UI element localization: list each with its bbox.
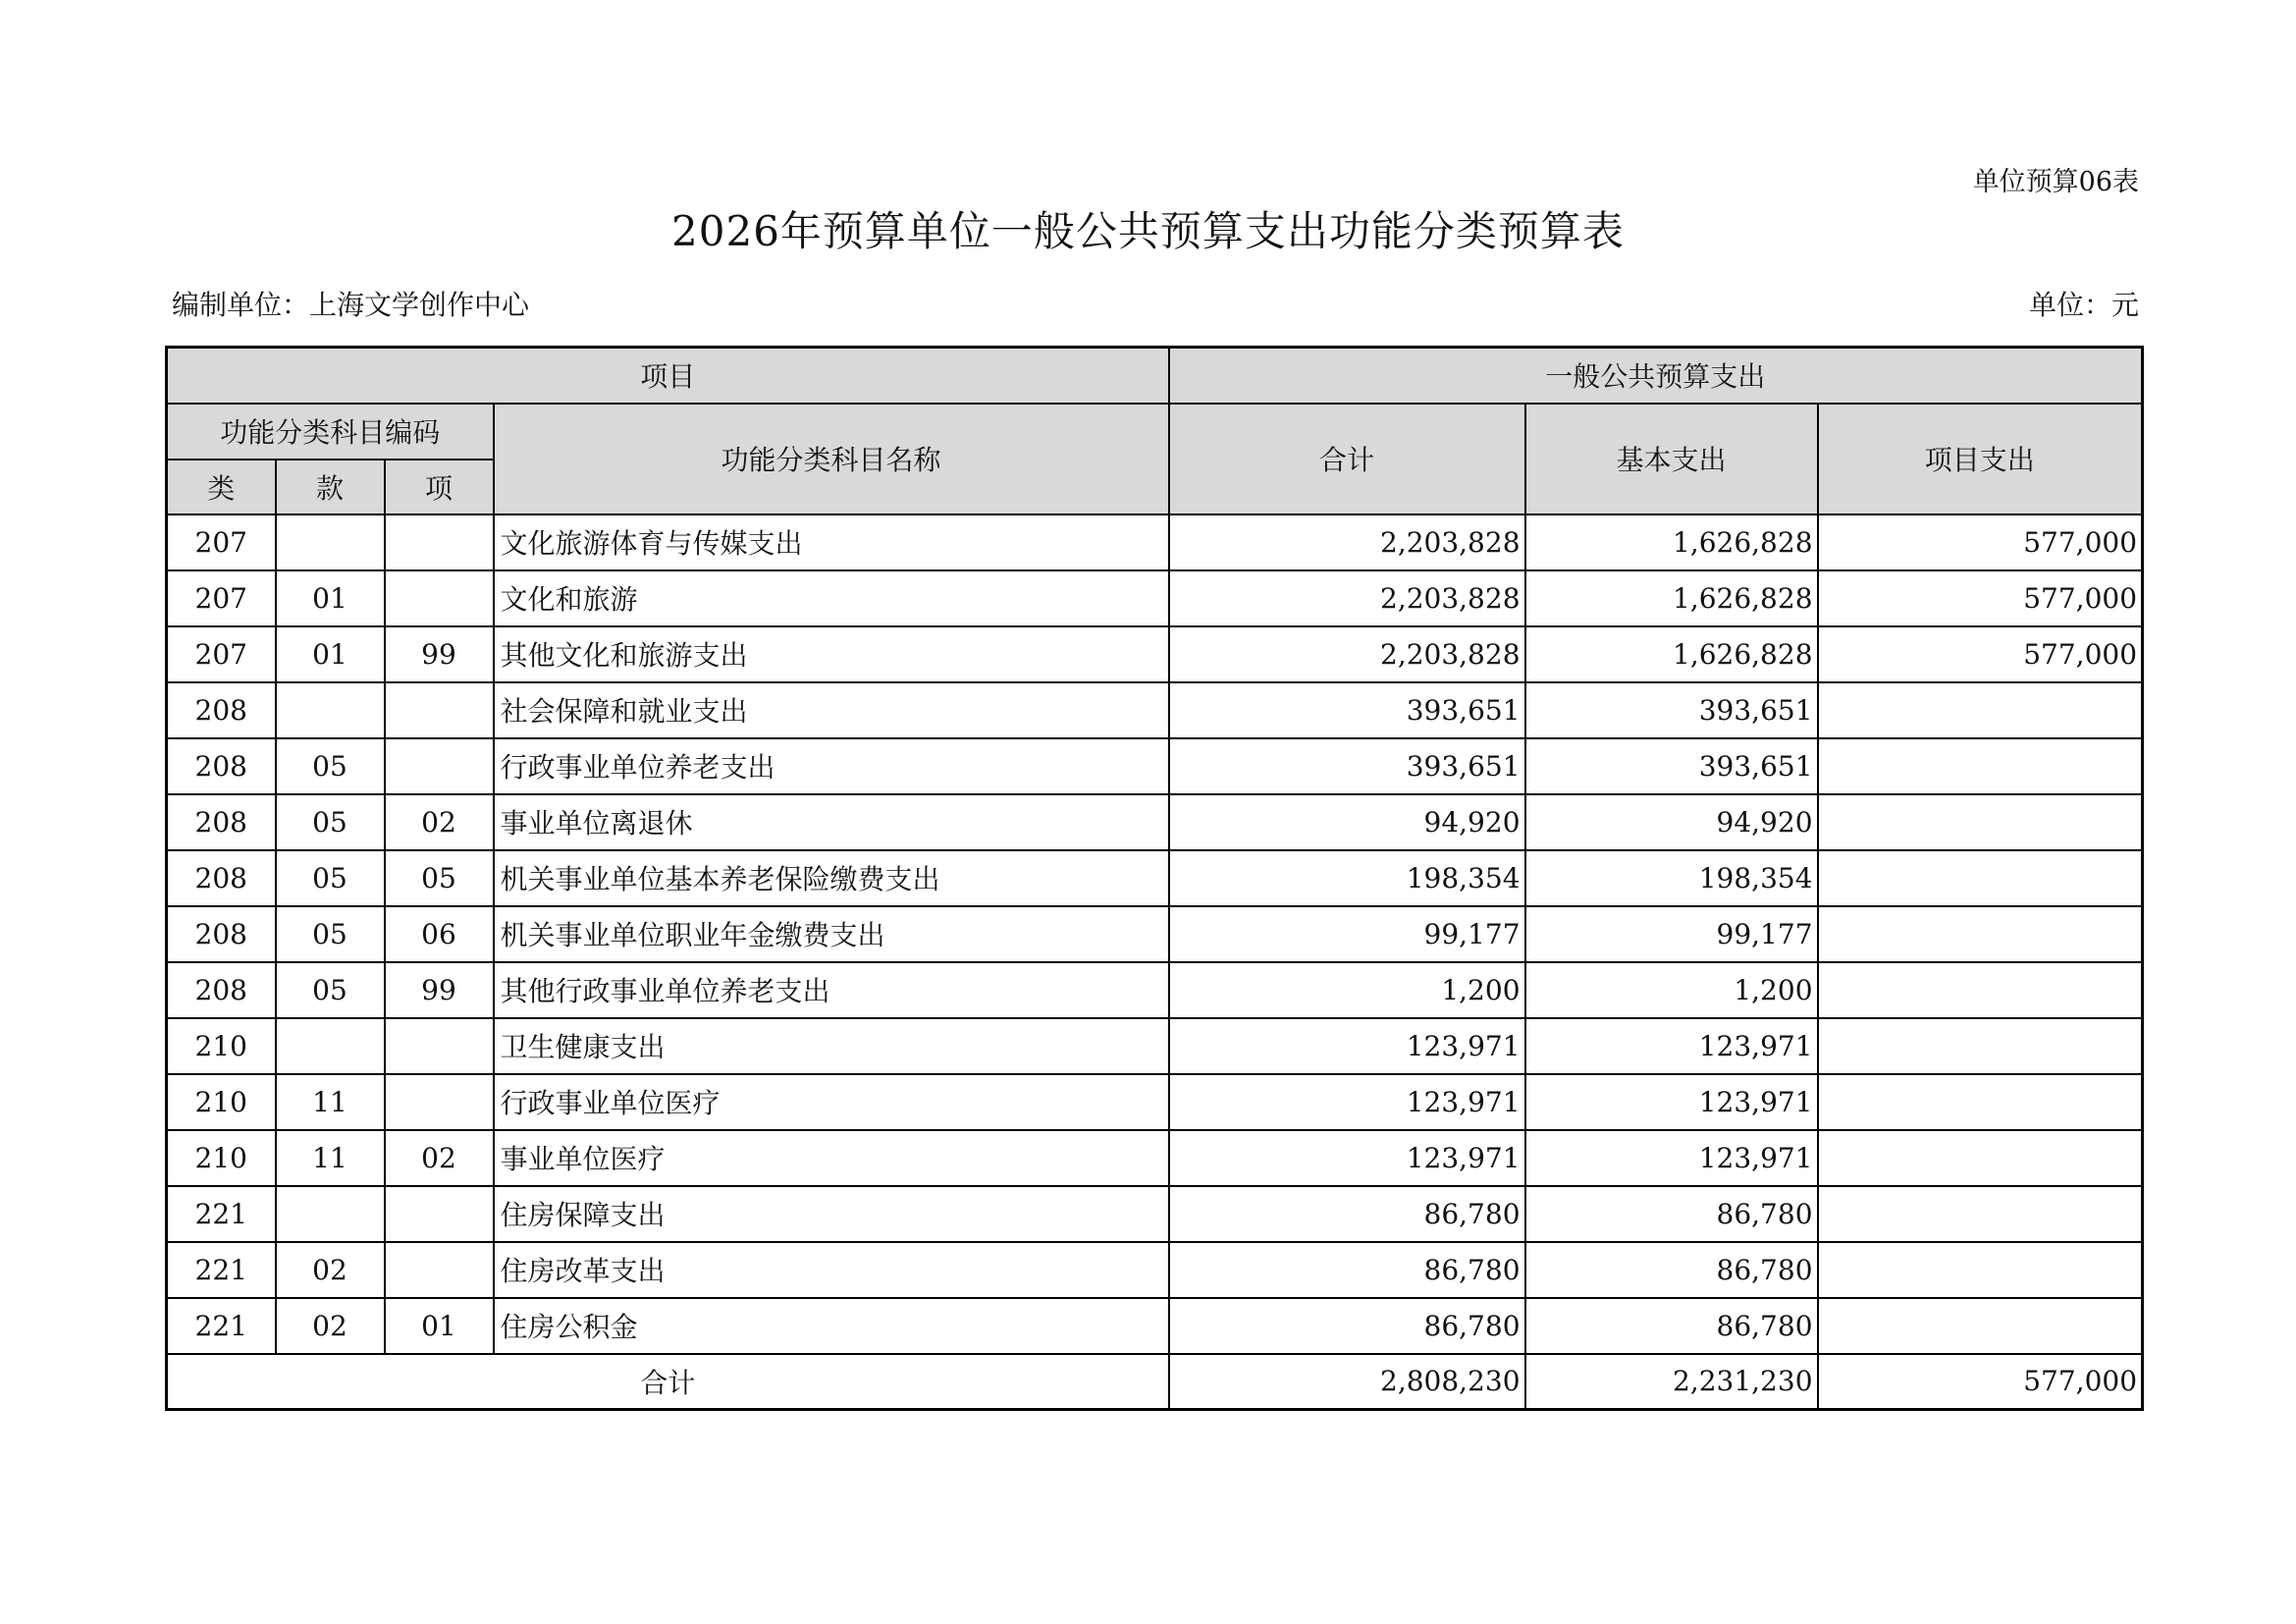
cell-xiang (385, 570, 494, 626)
page-title: 2026年预算单位一般公共预算支出功能分类预算表 (671, 207, 1625, 255)
cell-basic: 123,971 (1525, 1074, 1818, 1130)
cell-project (1818, 906, 2143, 962)
cell-xiang: 02 (385, 794, 494, 850)
cell-kuan: 05 (276, 738, 385, 794)
cell-basic: 86,780 (1525, 1242, 1818, 1298)
table-row (167, 682, 2143, 738)
cell-total: 393,651 (1169, 682, 1525, 738)
cell-name: 行政事业单位医疗 (494, 1074, 1169, 1130)
cell-name: 卫生健康支出 (494, 1018, 1169, 1074)
cell-project: 577,000 (1818, 570, 2143, 626)
cell-kuan: 05 (276, 794, 385, 850)
cell-lei: 207 (167, 570, 276, 626)
cell-lei: 210 (167, 1074, 276, 1130)
table-body (167, 514, 2143, 1354)
cell-total: 393,651 (1169, 738, 1525, 794)
cell-project (1818, 962, 2143, 1018)
header-xiang: 项 (385, 460, 494, 514)
table-row (167, 1298, 2143, 1354)
cell-total: 86,780 (1169, 1242, 1525, 1298)
cell-name: 社会保障和就业支出 (494, 682, 1169, 738)
cell-name: 事业单位离退休 (494, 794, 1169, 850)
cell-basic: 1,626,828 (1525, 570, 1818, 626)
cell-total: 123,971 (1169, 1018, 1525, 1074)
table-row (167, 1074, 2143, 1130)
header-name: 功能分类科目名称 (494, 404, 1169, 514)
cell-project (1818, 1074, 2143, 1130)
header-general-budget: 一般公共预算支出 (1169, 348, 2143, 404)
cell-basic: 123,971 (1525, 1018, 1818, 1074)
header-kuan: 款 (276, 460, 385, 514)
unit-label: 单位：元 (2028, 289, 2139, 321)
total-label: 合计 (167, 1354, 1169, 1410)
cell-basic: 198,354 (1525, 850, 1818, 906)
table-row (167, 1186, 2143, 1242)
cell-kuan: 01 (276, 570, 385, 626)
cell-lei: 221 (167, 1186, 276, 1242)
cell-kuan: 01 (276, 626, 385, 682)
cell-basic: 1,626,828 (1525, 514, 1818, 570)
cell-total: 123,971 (1169, 1074, 1525, 1130)
table-row (167, 1018, 2143, 1074)
table-row (167, 738, 2143, 794)
table-row (167, 962, 2143, 1018)
cell-lei: 208 (167, 738, 276, 794)
cell-name: 行政事业单位养老支出 (494, 738, 1169, 794)
cell-lei: 208 (167, 850, 276, 906)
cell-total: 1,200 (1169, 962, 1525, 1018)
cell-lei: 208 (167, 906, 276, 962)
cell-total: 2,203,828 (1169, 570, 1525, 626)
cell-basic: 1,626,828 (1525, 626, 1818, 682)
cell-basic: 99,177 (1525, 906, 1818, 962)
cell-name: 住房保障支出 (494, 1186, 1169, 1242)
cell-xiang (385, 1186, 494, 1242)
cell-basic: 86,780 (1525, 1186, 1818, 1242)
cell-project (1818, 1186, 2143, 1242)
table-row (167, 1130, 2143, 1186)
cell-lei: 208 (167, 962, 276, 1018)
cell-total: 2,203,828 (1169, 514, 1525, 570)
cell-xiang (385, 682, 494, 738)
cell-project (1818, 850, 2143, 906)
cell-xiang (385, 514, 494, 570)
cell-total: 99,177 (1169, 906, 1525, 962)
cell-xiang: 01 (385, 1298, 494, 1354)
cell-lei: 210 (167, 1018, 276, 1074)
cell-total: 2,203,828 (1169, 626, 1525, 682)
cell-kuan: 05 (276, 850, 385, 906)
cell-kuan: 11 (276, 1130, 385, 1186)
header-project-exp: 项目支出 (1818, 404, 2143, 514)
cell-xiang (385, 1018, 494, 1074)
cell-xiang: 06 (385, 906, 494, 962)
table-row (167, 626, 2143, 682)
cell-project (1818, 1018, 2143, 1074)
cell-basic: 94,920 (1525, 794, 1818, 850)
cell-basic: 393,651 (1525, 682, 1818, 738)
cell-project: 577,000 (1818, 514, 2143, 570)
cell-xiang: 99 (385, 962, 494, 1018)
cell-project (1818, 1298, 2143, 1354)
form-number: 单位预算06表 (1972, 167, 2139, 197)
cell-project (1818, 794, 2143, 850)
table-row (167, 906, 2143, 962)
cell-basic: 86,780 (1525, 1298, 1818, 1354)
cell-basic: 393,651 (1525, 738, 1818, 794)
cell-project: 577,000 (1818, 626, 2143, 682)
cell-lei: 221 (167, 1242, 276, 1298)
cell-kuan (276, 682, 385, 738)
cell-name: 机关事业单位职业年金缴费支出 (494, 906, 1169, 962)
cell-kuan (276, 514, 385, 570)
table-row (167, 570, 2143, 626)
cell-xiang: 02 (385, 1130, 494, 1186)
table-row (167, 850, 2143, 906)
cell-total: 86,780 (1169, 1186, 1525, 1242)
cell-project (1818, 1130, 2143, 1186)
header-lei: 类 (167, 460, 276, 514)
cell-xiang: 99 (385, 626, 494, 682)
cell-lei: 208 (167, 794, 276, 850)
cell-lei: 207 (167, 514, 276, 570)
total-row (167, 1354, 2143, 1410)
cell-total: 198,354 (1169, 850, 1525, 906)
cell-xiang (385, 738, 494, 794)
cell-name: 其他文化和旅游支出 (494, 626, 1169, 682)
cell-project (1818, 682, 2143, 738)
cell-project (1818, 1242, 2143, 1298)
cell-name: 住房改革支出 (494, 1242, 1169, 1298)
cell-xiang (385, 1074, 494, 1130)
table-row (167, 794, 2143, 850)
cell-name: 文化和旅游 (494, 570, 1169, 626)
cell-total: 94,920 (1169, 794, 1525, 850)
cell-name: 其他行政事业单位养老支出 (494, 962, 1169, 1018)
cell-total: 86,780 (1169, 1298, 1525, 1354)
cell-project (1818, 738, 2143, 794)
budget-table (165, 346, 2144, 1411)
header-basic: 基本支出 (1525, 404, 1818, 514)
cell-lei: 208 (167, 682, 276, 738)
total-cell-total: 2,808,230 (1169, 1354, 1525, 1410)
header-total: 合计 (1169, 404, 1525, 514)
table-row (167, 514, 2143, 570)
cell-xiang (385, 1242, 494, 1298)
cell-lei: 221 (167, 1298, 276, 1354)
cell-lei: 210 (167, 1130, 276, 1186)
header-code-group: 功能分类科目编码 (167, 404, 494, 460)
cell-name: 文化旅游体育与传媒支出 (494, 514, 1169, 570)
cell-kuan: 05 (276, 906, 385, 962)
header-project: 项目 (167, 348, 1169, 404)
cell-basic: 123,971 (1525, 1130, 1818, 1186)
cell-name: 住房公积金 (494, 1298, 1169, 1354)
org-label: 编制单位：上海文学创作中心 (172, 289, 530, 321)
cell-lei: 207 (167, 626, 276, 682)
cell-kuan: 05 (276, 962, 385, 1018)
cell-kuan: 02 (276, 1242, 385, 1298)
total-cell-basic: 2,231,230 (1525, 1354, 1818, 1410)
total-cell-project: 577,000 (1818, 1354, 2143, 1410)
table-row (167, 1242, 2143, 1298)
cell-xiang: 05 (385, 850, 494, 906)
cell-kuan: 02 (276, 1298, 385, 1354)
cell-basic: 1,200 (1525, 962, 1818, 1018)
cell-kuan (276, 1018, 385, 1074)
cell-name: 机关事业单位基本养老保险缴费支出 (494, 850, 1169, 906)
cell-kuan (276, 1186, 385, 1242)
cell-total: 123,971 (1169, 1130, 1525, 1186)
cell-name: 事业单位医疗 (494, 1130, 1169, 1186)
cell-kuan: 11 (276, 1074, 385, 1130)
